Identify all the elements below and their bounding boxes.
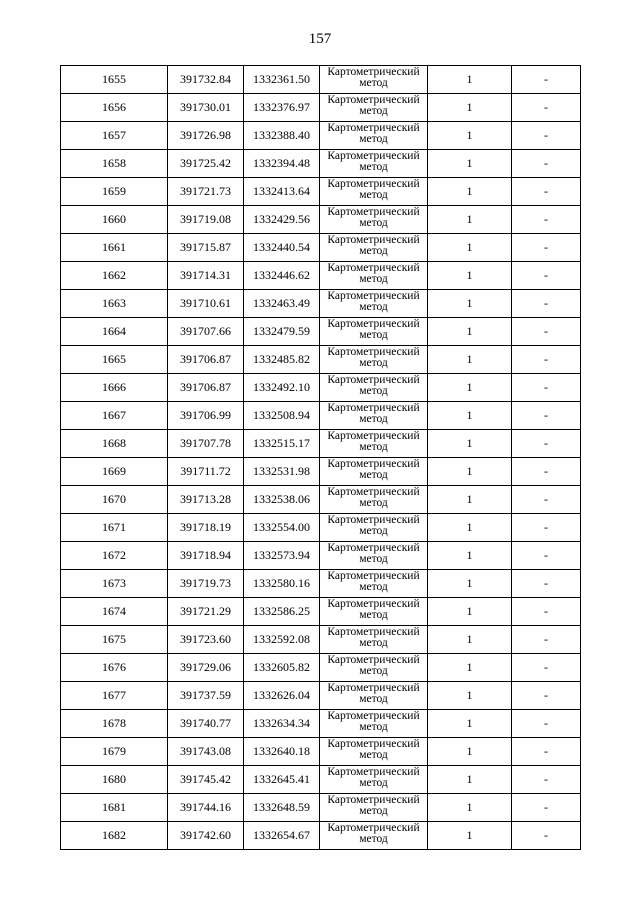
- method-cell: [320, 710, 428, 738]
- method-cell: [320, 654, 428, 682]
- table-row: [61, 178, 581, 206]
- note-cell: -: [512, 150, 581, 178]
- x-coordinate-cell: 391715.87: [168, 234, 244, 262]
- table-row: [61, 682, 581, 710]
- x-coordinate-cell: 391744.16: [168, 794, 244, 822]
- point-id-cell: 1676: [61, 654, 168, 682]
- y-coordinate-cell: 1332485.82: [244, 346, 320, 374]
- method-line-2: метод: [359, 329, 388, 341]
- method-cell: [320, 598, 428, 626]
- note-cell: -: [512, 542, 581, 570]
- count-cell: 1: [428, 710, 512, 738]
- table-row: [61, 94, 581, 122]
- method-line-2: метод: [359, 77, 388, 89]
- point-id-cell: 1673: [61, 570, 168, 598]
- method-line-1: Картометрический: [327, 178, 420, 190]
- y-coordinate-cell: 1332573.94: [244, 542, 320, 570]
- table-row: [61, 66, 581, 94]
- point-id-cell: 1674: [61, 598, 168, 626]
- method-cell: [320, 346, 428, 374]
- point-id-cell: 1659: [61, 178, 168, 206]
- method-line-2: метод: [359, 133, 388, 145]
- note-cell: -: [512, 738, 581, 766]
- x-coordinate-cell: 391707.78: [168, 430, 244, 458]
- x-coordinate-cell: 391726.98: [168, 122, 244, 150]
- method-line-1: Картометрический: [327, 682, 420, 694]
- table-row: [61, 402, 581, 430]
- x-coordinate-cell: 391718.19: [168, 514, 244, 542]
- table-row: [61, 346, 581, 374]
- note-cell: -: [512, 514, 581, 542]
- note-cell: -: [512, 822, 581, 850]
- method-line-2: метод: [359, 413, 388, 425]
- y-coordinate-cell: 1332645.41: [244, 766, 320, 794]
- y-coordinate-cell: 1332586.25: [244, 598, 320, 626]
- method-cell: [320, 570, 428, 598]
- method-line-2: метод: [359, 189, 388, 201]
- note-cell: -: [512, 122, 581, 150]
- note-cell: -: [512, 682, 581, 710]
- method-line-1: Картометрический: [327, 486, 420, 498]
- method-line-2: метод: [359, 273, 388, 285]
- method-line-2: метод: [359, 441, 388, 453]
- table-row: [61, 458, 581, 486]
- method-line-1: Картометрический: [327, 150, 420, 162]
- method-line-2: метод: [359, 805, 388, 817]
- note-cell: -: [512, 626, 581, 654]
- table-row: [61, 738, 581, 766]
- table-row: [61, 262, 581, 290]
- method-cell: [320, 374, 428, 402]
- note-cell: -: [512, 598, 581, 626]
- x-coordinate-cell: 391706.87: [168, 374, 244, 402]
- x-coordinate-cell: 391713.28: [168, 486, 244, 514]
- note-cell: -: [512, 66, 581, 94]
- point-id-cell: 1681: [61, 794, 168, 822]
- point-id-cell: 1670: [61, 486, 168, 514]
- x-coordinate-cell: 391711.72: [168, 458, 244, 486]
- method-line-1: Картометрический: [327, 94, 420, 106]
- count-cell: 1: [428, 94, 512, 122]
- point-id-cell: 1662: [61, 262, 168, 290]
- point-id-cell: 1678: [61, 710, 168, 738]
- count-cell: 1: [428, 766, 512, 794]
- method-line-1: Картометрический: [327, 766, 420, 778]
- count-cell: 1: [428, 206, 512, 234]
- count-cell: 1: [428, 598, 512, 626]
- note-cell: -: [512, 570, 581, 598]
- count-cell: 1: [428, 234, 512, 262]
- y-coordinate-cell: 1332640.18: [244, 738, 320, 766]
- method-cell: [320, 150, 428, 178]
- method-line-2: метод: [359, 637, 388, 649]
- method-line-2: метод: [359, 469, 388, 481]
- y-coordinate-cell: 1332361.50: [244, 66, 320, 94]
- y-coordinate-cell: 1332446.62: [244, 262, 320, 290]
- y-coordinate-cell: 1332376.97: [244, 94, 320, 122]
- method-line-1: Картометрический: [327, 598, 420, 610]
- x-coordinate-cell: 391745.42: [168, 766, 244, 794]
- point-id-cell: 1672: [61, 542, 168, 570]
- x-coordinate-cell: 391719.08: [168, 206, 244, 234]
- method-line-2: метод: [359, 525, 388, 537]
- y-coordinate-cell: 1332492.10: [244, 374, 320, 402]
- y-coordinate-cell: 1332388.40: [244, 122, 320, 150]
- x-coordinate-cell: 391737.59: [168, 682, 244, 710]
- method-line-1: Картометрический: [327, 822, 420, 834]
- x-coordinate-cell: 391710.61: [168, 290, 244, 318]
- note-cell: -: [512, 794, 581, 822]
- y-coordinate-cell: 1332531.98: [244, 458, 320, 486]
- x-coordinate-cell: 391729.06: [168, 654, 244, 682]
- note-cell: -: [512, 262, 581, 290]
- method-cell: [320, 682, 428, 710]
- method-line-1: Картометрический: [327, 542, 420, 554]
- count-cell: 1: [428, 486, 512, 514]
- table-row: [61, 570, 581, 598]
- point-id-cell: 1661: [61, 234, 168, 262]
- y-coordinate-cell: 1332413.64: [244, 178, 320, 206]
- method-line-1: Картометрический: [327, 402, 420, 414]
- method-line-1: Картометрический: [327, 654, 420, 666]
- method-line-1: Картометрический: [327, 206, 420, 218]
- method-line-2: метод: [359, 777, 388, 789]
- y-coordinate-cell: 1332554.00: [244, 514, 320, 542]
- table-row: [61, 822, 581, 850]
- count-cell: 1: [428, 514, 512, 542]
- method-line-1: Картометрический: [327, 374, 420, 386]
- method-cell: [320, 402, 428, 430]
- y-coordinate-cell: 1332479.59: [244, 318, 320, 346]
- page-number: 157: [308, 31, 332, 47]
- count-cell: 1: [428, 794, 512, 822]
- note-cell: -: [512, 346, 581, 374]
- y-coordinate-cell: 1332429.56: [244, 206, 320, 234]
- y-coordinate-cell: 1332648.59: [244, 794, 320, 822]
- y-coordinate-cell: 1332463.49: [244, 290, 320, 318]
- table-body: [61, 66, 581, 850]
- note-cell: -: [512, 178, 581, 206]
- table-row: [61, 318, 581, 346]
- y-coordinate-cell: 1332634.34: [244, 710, 320, 738]
- count-cell: 1: [428, 682, 512, 710]
- method-line-1: Картометрический: [327, 710, 420, 722]
- method-cell: [320, 458, 428, 486]
- count-cell: 1: [428, 654, 512, 682]
- count-cell: 1: [428, 290, 512, 318]
- note-cell: -: [512, 402, 581, 430]
- count-cell: 1: [428, 122, 512, 150]
- y-coordinate-cell: 1332580.16: [244, 570, 320, 598]
- table-row: [61, 766, 581, 794]
- method-line-1: Картометрический: [327, 570, 420, 582]
- method-line-2: метод: [359, 581, 388, 593]
- method-cell: [320, 94, 428, 122]
- method-line-2: метод: [359, 161, 388, 173]
- note-cell: -: [512, 486, 581, 514]
- note-cell: -: [512, 206, 581, 234]
- method-line-2: метод: [359, 301, 388, 313]
- y-coordinate-cell: 1332654.67: [244, 822, 320, 850]
- y-coordinate-cell: 1332515.17: [244, 430, 320, 458]
- point-id-cell: 1680: [61, 766, 168, 794]
- method-line-2: метод: [359, 245, 388, 257]
- method-line-2: метод: [359, 721, 388, 733]
- method-cell: [320, 234, 428, 262]
- note-cell: -: [512, 766, 581, 794]
- count-cell: 1: [428, 822, 512, 850]
- method-line-2: метод: [359, 217, 388, 229]
- point-id-cell: 1669: [61, 458, 168, 486]
- count-cell: 1: [428, 458, 512, 486]
- table-row: [61, 430, 581, 458]
- method-line-1: Картометрический: [327, 514, 420, 526]
- method-line-1: Картометрический: [327, 318, 420, 330]
- method-line-2: метод: [359, 749, 388, 761]
- method-line-2: метод: [359, 833, 388, 845]
- method-line-2: метод: [359, 385, 388, 397]
- table-row: [61, 150, 581, 178]
- point-id-cell: 1677: [61, 682, 168, 710]
- count-cell: 1: [428, 738, 512, 766]
- note-cell: -: [512, 290, 581, 318]
- method-line-1: Картометрический: [327, 262, 420, 274]
- method-cell: [320, 514, 428, 542]
- method-cell: [320, 738, 428, 766]
- y-coordinate-cell: 1332508.94: [244, 402, 320, 430]
- method-line-1: Картометрический: [327, 122, 420, 134]
- method-line-1: Картометрический: [327, 738, 420, 750]
- x-coordinate-cell: 391732.84: [168, 66, 244, 94]
- count-cell: 1: [428, 570, 512, 598]
- count-cell: 1: [428, 150, 512, 178]
- method-line-2: метод: [359, 693, 388, 705]
- method-cell: [320, 178, 428, 206]
- method-cell: [320, 122, 428, 150]
- method-line-2: метод: [359, 665, 388, 677]
- table-row: [61, 598, 581, 626]
- note-cell: -: [512, 710, 581, 738]
- method-line-1: Картометрический: [327, 626, 420, 638]
- x-coordinate-cell: 391718.94: [168, 542, 244, 570]
- point-id-cell: 1682: [61, 822, 168, 850]
- y-coordinate-cell: 1332538.06: [244, 486, 320, 514]
- method-cell: [320, 66, 428, 94]
- method-cell: [320, 626, 428, 654]
- x-coordinate-cell: 391743.08: [168, 738, 244, 766]
- note-cell: -: [512, 234, 581, 262]
- point-id-cell: 1655: [61, 66, 168, 94]
- point-id-cell: 1664: [61, 318, 168, 346]
- y-coordinate-cell: 1332626.04: [244, 682, 320, 710]
- method-line-2: метод: [359, 357, 388, 369]
- method-cell: [320, 822, 428, 850]
- method-line-1: Картометрический: [327, 234, 420, 246]
- method-line-1: Картометрический: [327, 346, 420, 358]
- point-id-cell: 1660: [61, 206, 168, 234]
- x-coordinate-cell: 391725.42: [168, 150, 244, 178]
- method-line-1: Картометрический: [327, 458, 420, 470]
- method-line-1: Картометрический: [327, 794, 420, 806]
- point-id-cell: 1665: [61, 346, 168, 374]
- table-row: [61, 654, 581, 682]
- method-cell: [320, 206, 428, 234]
- coordinates-table: [60, 65, 581, 850]
- note-cell: -: [512, 458, 581, 486]
- note-cell: -: [512, 430, 581, 458]
- method-cell: [320, 542, 428, 570]
- method-cell: [320, 794, 428, 822]
- count-cell: 1: [428, 626, 512, 654]
- method-line-1: Картометрический: [327, 66, 420, 78]
- point-id-cell: 1666: [61, 374, 168, 402]
- x-coordinate-cell: 391707.66: [168, 318, 244, 346]
- table-row: [61, 626, 581, 654]
- y-coordinate-cell: 1332605.82: [244, 654, 320, 682]
- y-coordinate-cell: 1332394.48: [244, 150, 320, 178]
- count-cell: 1: [428, 318, 512, 346]
- method-line-1: Картометрический: [327, 290, 420, 302]
- count-cell: 1: [428, 374, 512, 402]
- note-cell: -: [512, 94, 581, 122]
- count-cell: 1: [428, 430, 512, 458]
- method-cell: [320, 262, 428, 290]
- method-cell: [320, 318, 428, 346]
- count-cell: 1: [428, 346, 512, 374]
- point-id-cell: 1657: [61, 122, 168, 150]
- count-cell: 1: [428, 542, 512, 570]
- y-coordinate-cell: 1332440.54: [244, 234, 320, 262]
- point-id-cell: 1675: [61, 626, 168, 654]
- table-row: [61, 710, 581, 738]
- point-id-cell: 1663: [61, 290, 168, 318]
- method-cell: [320, 430, 428, 458]
- table-row: [61, 122, 581, 150]
- x-coordinate-cell: 391742.60: [168, 822, 244, 850]
- count-cell: 1: [428, 178, 512, 206]
- point-id-cell: 1656: [61, 94, 168, 122]
- method-line-2: метод: [359, 497, 388, 509]
- x-coordinate-cell: 391714.31: [168, 262, 244, 290]
- count-cell: 1: [428, 66, 512, 94]
- table-row: [61, 514, 581, 542]
- table-row: [61, 542, 581, 570]
- table-row: [61, 374, 581, 402]
- count-cell: 1: [428, 402, 512, 430]
- count-cell: 1: [428, 262, 512, 290]
- x-coordinate-cell: 391730.01: [168, 94, 244, 122]
- method-line-2: метод: [359, 105, 388, 117]
- table-row: [61, 234, 581, 262]
- note-cell: -: [512, 318, 581, 346]
- method-cell: [320, 766, 428, 794]
- note-cell: -: [512, 654, 581, 682]
- note-cell: -: [512, 374, 581, 402]
- method-cell: [320, 290, 428, 318]
- table-row: [61, 206, 581, 234]
- x-coordinate-cell: 391719.73: [168, 570, 244, 598]
- table-row: [61, 486, 581, 514]
- x-coordinate-cell: 391723.60: [168, 626, 244, 654]
- x-coordinate-cell: 391721.29: [168, 598, 244, 626]
- x-coordinate-cell: 391740.77: [168, 710, 244, 738]
- x-coordinate-cell: 391706.99: [168, 402, 244, 430]
- method-line-1: Картометрический: [327, 430, 420, 442]
- table-row: [61, 794, 581, 822]
- method-line-2: метод: [359, 609, 388, 621]
- point-id-cell: 1671: [61, 514, 168, 542]
- table-row: [61, 290, 581, 318]
- x-coordinate-cell: 391721.73: [168, 178, 244, 206]
- method-line-2: метод: [359, 553, 388, 565]
- x-coordinate-cell: 391706.87: [168, 346, 244, 374]
- y-coordinate-cell: 1332592.08: [244, 626, 320, 654]
- point-id-cell: 1658: [61, 150, 168, 178]
- method-cell: [320, 486, 428, 514]
- point-id-cell: 1679: [61, 738, 168, 766]
- point-id-cell: 1668: [61, 430, 168, 458]
- point-id-cell: 1667: [61, 402, 168, 430]
